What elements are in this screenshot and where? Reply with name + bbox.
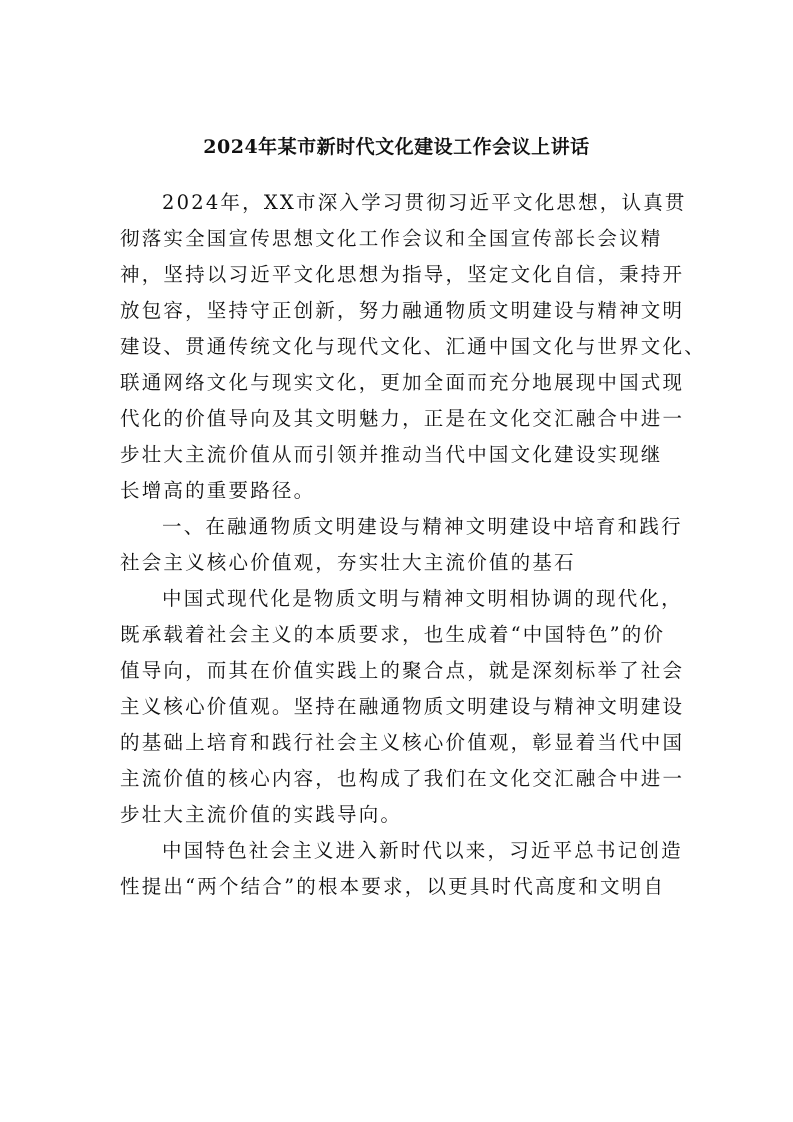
paragraph-2-line: 主流价值的核心内容，也构成了我们在文化交汇融合中进一 [120, 767, 685, 790]
paragraph-1-line: 彻落实全国宣传思想文化工作会议和全国宣传部长会议精 [120, 227, 663, 250]
paragraph-2-line: 主义核心价值观。坚持在融通物质文明建设与精神文明建设 [120, 695, 685, 718]
paragraph-2-line: 步壮大主流价值的实践导向。 [120, 803, 403, 826]
paragraph-3-line: 性提出“两个结合”的根本要求，以更具时代高度和文明自 [120, 875, 666, 898]
paragraph-1-line: 放包容，坚持守正创新，努力融通物质文明建设与精神文明 [120, 299, 685, 322]
paragraph-2-line: 的基础上培育和践行社会主义核心价值观，彰显着当代中国 [120, 731, 685, 754]
paragraph-1-line: 长增高的重要路径。 [120, 479, 316, 502]
paragraph-1-line: 步壮大主流价值从而引领并推动当代中国文化建设实现继 [120, 443, 663, 466]
document-title: 2024年某市新时代文化建设工作会议上讲话 [203, 136, 590, 158]
paragraph-1-line: 2024年，XX市深入学习贯彻习近平文化思想，认真贯 [162, 191, 687, 214]
paragraph-1-line: 联通网络文化与现实文化，更加全面而充分地展现中国式现 [120, 371, 685, 394]
paragraph-2-line: 中国式现代化是物质文明与精神文明相协调的现代化， [162, 587, 683, 610]
paragraph-1-line: 代化的价值导向及其文明魅力，正是在文化交汇融合中进一 [120, 407, 685, 430]
section-heading-line: 社会主义核心价值观，夯实壮大主流价值的基石 [120, 551, 576, 574]
paragraph-1-line: 建设、贯通传统文化与现代文化、汇通中国文化与世界文化、 [120, 335, 706, 358]
document-body [120, 185, 706, 905]
paragraph-1-line: 神，坚持以习近平文化思想为指导，坚定文化自信，秉持开 [120, 263, 685, 286]
paragraph-2-line: 值导向，而其在价值实践上的聚合点，就是深刻标举了社会 [120, 659, 685, 682]
paragraph-2-line: 既承载着社会主义的本质要求，也生成着“中国特色”的价 [120, 623, 666, 646]
section-heading-line: 一、在融通物质文明建设与精神文明建设中培育和践行 [162, 515, 683, 538]
paragraph-3-line: 中国特色社会主义进入新时代以来，习近平总书记创造 [162, 839, 683, 862]
